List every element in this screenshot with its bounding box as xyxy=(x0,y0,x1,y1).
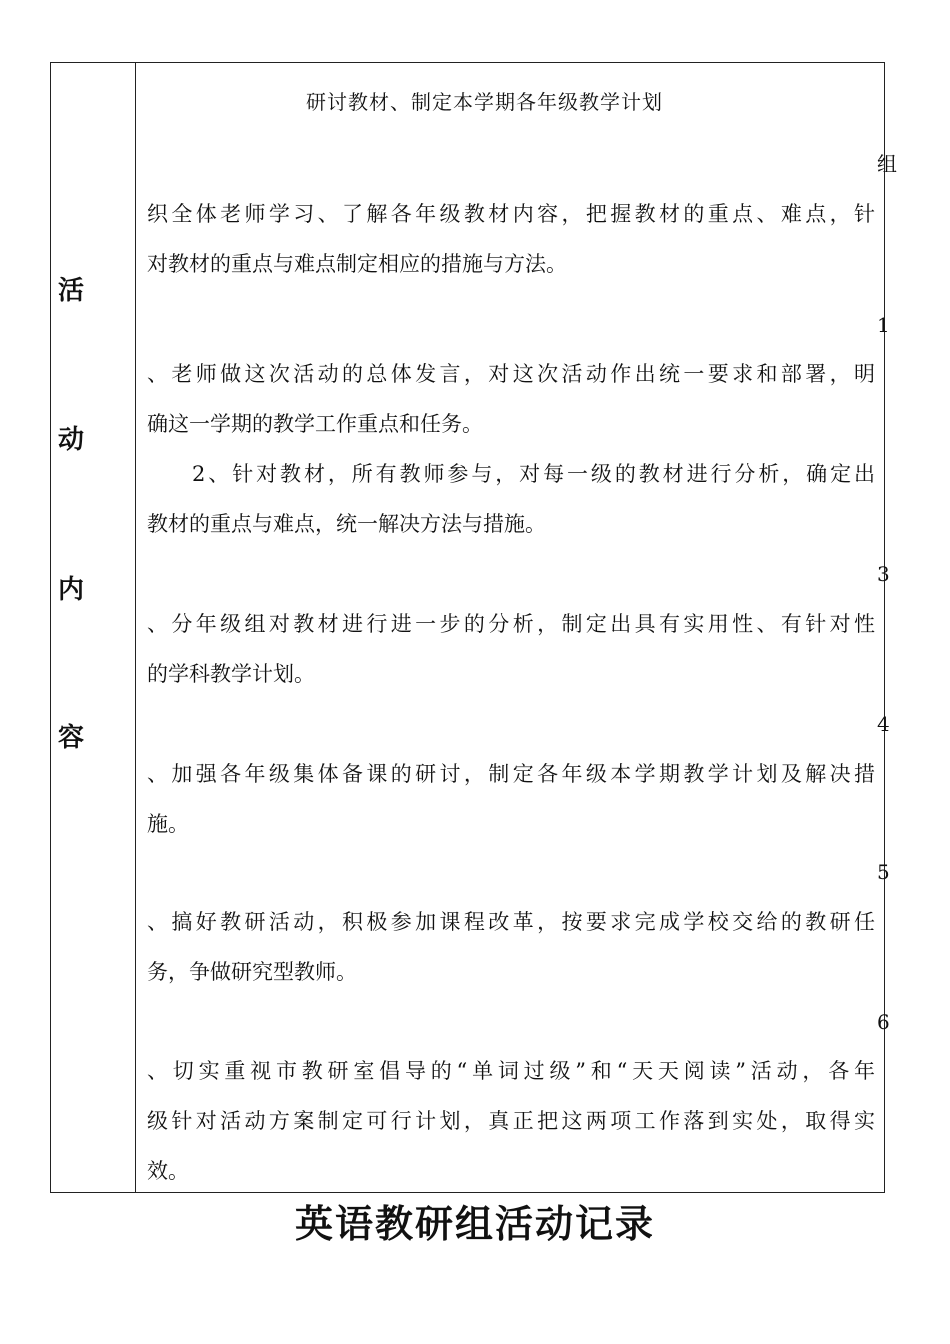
item-marker: 3 xyxy=(877,562,890,586)
content-line: 、切实重视市教研室倡导的“单词过级”和“天天阅读”活动，各年 xyxy=(147,1059,875,1083)
item-marker: 5 xyxy=(877,860,890,884)
content-line: 织全体老师学习、了解各年级教材内容，把握教材的重点、难点，针 xyxy=(147,202,875,226)
content-heading: 研讨教材、制定本学期各年级教学计划 xyxy=(306,90,663,114)
content-line: 、分年级组对教材进行进一步的分析，制定出具有实用性、有针对性 xyxy=(147,612,875,636)
content-line: 对教材的重点与难点制定相应的措施与方法。 xyxy=(147,252,567,276)
side-label-char: 活 xyxy=(58,276,85,306)
content-line: 务，争做研究型教师。 xyxy=(147,960,357,984)
item-marker: 4 xyxy=(877,712,890,736)
content-line: 的学科教学计划。 xyxy=(147,662,315,686)
side-label-char: 内 xyxy=(58,575,85,605)
content-line: 教材的重点与难点，统一解决方法与措施。 xyxy=(147,512,546,536)
content-line: 、老师做这次活动的总体发言，对这次活动作出统一要求和部署，明 xyxy=(147,362,875,386)
item-marker: 1 xyxy=(877,313,890,337)
item-marker: 6 xyxy=(877,1010,890,1034)
column-divider xyxy=(135,62,136,1193)
content-line: 级针对活动方案制定可行计划，真正把这两项工作落到实处，取得实 xyxy=(147,1109,875,1133)
content-line: 、加强各年级集体备课的研讨，制定各年级本学期教学计划及解决措 xyxy=(147,762,875,786)
side-label-char: 容 xyxy=(58,723,85,753)
content-line: 确这一学期的教学工作重点和任务。 xyxy=(147,412,483,436)
item-marker: 组 xyxy=(877,152,897,176)
content-line: 效。 xyxy=(147,1159,189,1183)
content-line: 2、针对教材，所有教师参与，对每一级的教材进行分析，确定出 xyxy=(192,462,875,486)
content-line: 、搞好教研活动，积极参加课程改革，按要求完成学校交给的教研任 xyxy=(147,910,875,934)
side-label-char: 动 xyxy=(58,425,85,455)
content-line: 施。 xyxy=(147,812,189,836)
page-title: 英语教研组活动记录 xyxy=(294,1202,655,1246)
